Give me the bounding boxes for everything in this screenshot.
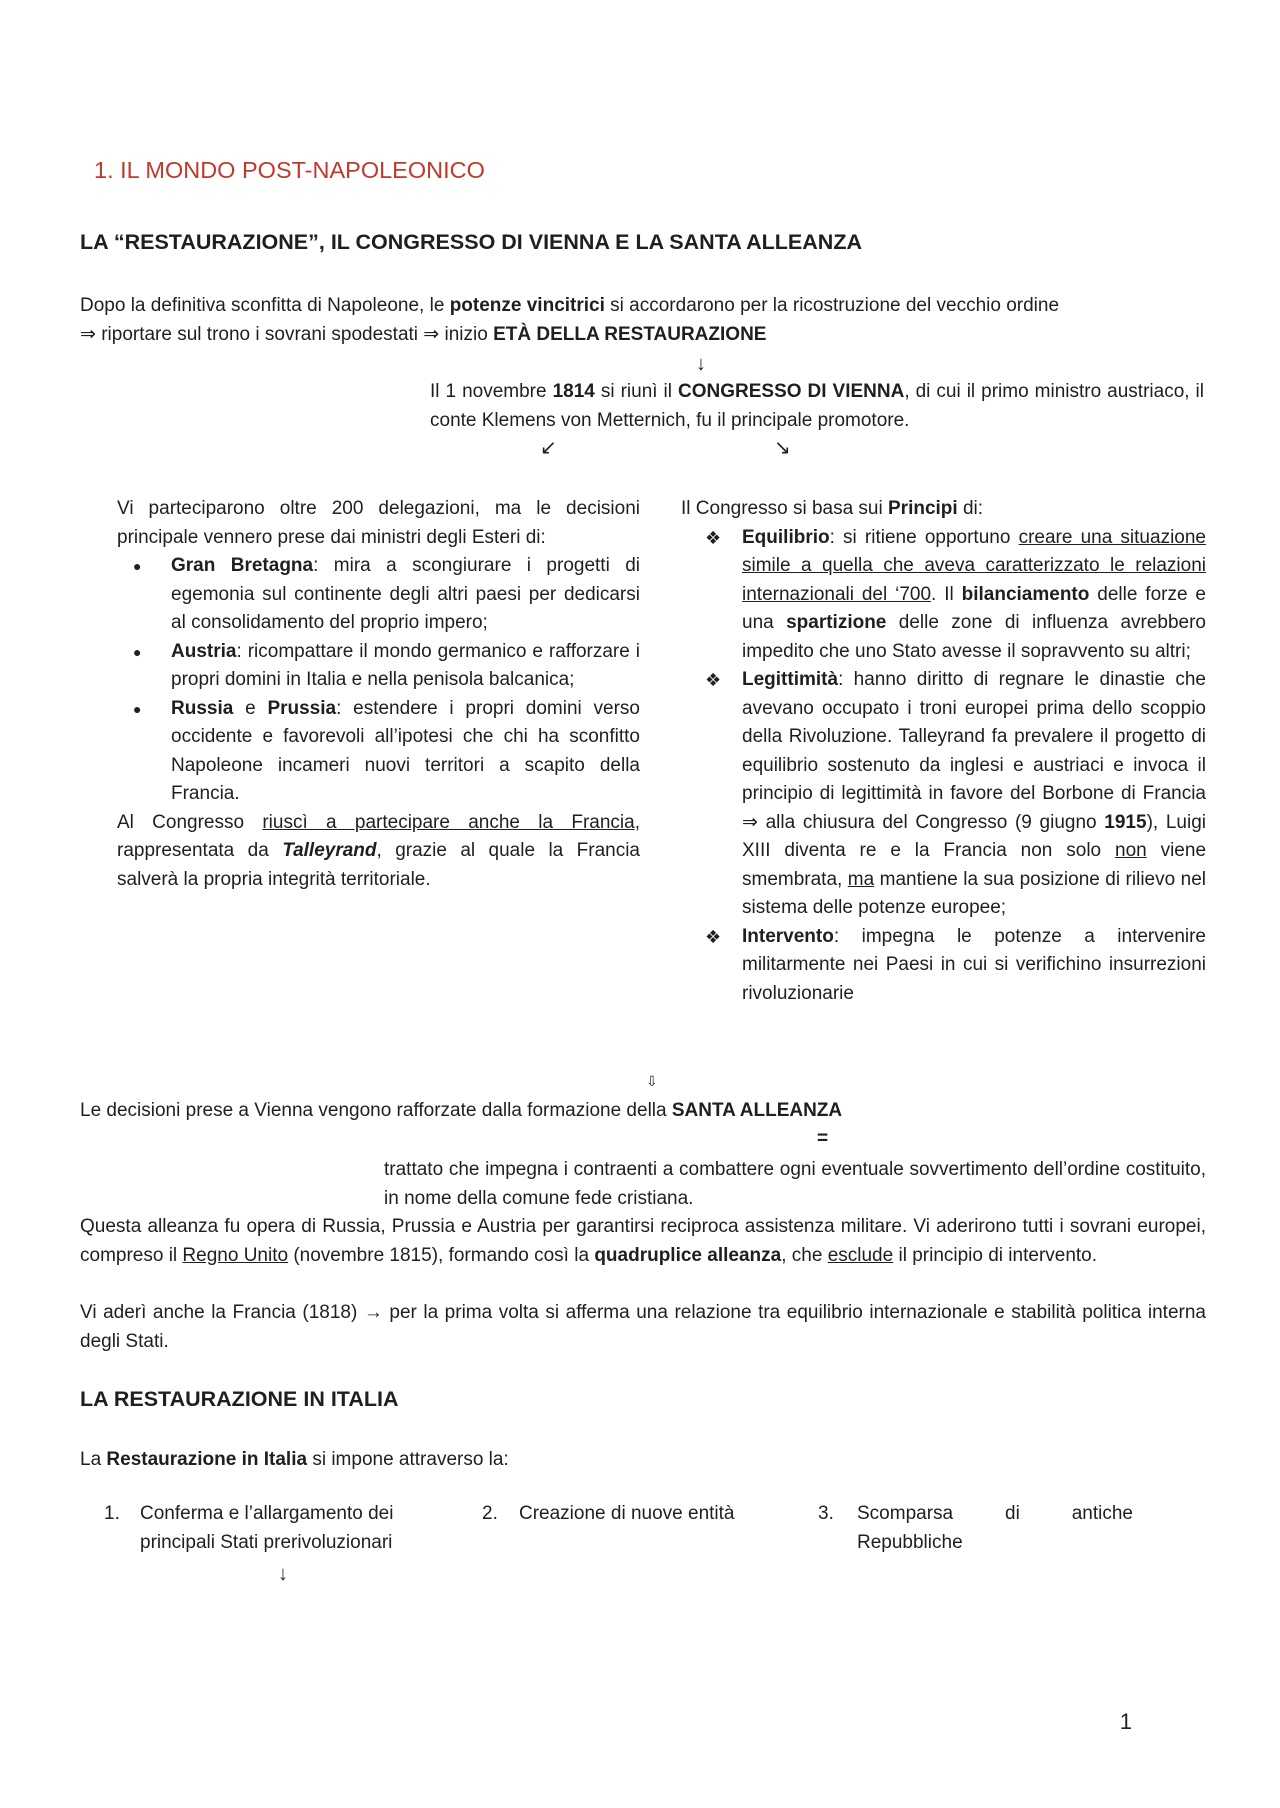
list-item: ❖ Equilibrio: si ritiene opportuno creare una situazione simile a quella che aveva caratterizzato le relazioni internazionali del ‘700. Il bilanciamento delle forze e una spartizione delle zone di influenza avrebbero impedito che uno Stato avesse il sopravvento su altri; [681,524,1206,667]
section-title-italia: LA RESTAURAZIONE IN ITALIA [80,1387,399,1411]
principles-list [681,524,1206,1009]
alliance-paragraph: Questa alleanza fu opera di Russia, Prussia e Austria per garantirsi reciproca assistenza militare. Vi aderirono tutti i sovrani europei, compreso il Regno Unito (novembre 1815), formando così la quadruplice alleanza, che esclude il principio di intervento. [80,1216,1206,1266]
section-title-restaurazione: LA “RESTAURAZIONE”, IL CONGRESSO DI VIENNA E LA SANTA ALLEANZA [80,230,862,254]
equals-sign: = [817,1128,829,1149]
arrow-down-left-icon: ↙ [540,437,557,459]
alliance-sentence: Le decisioni prese a Vienna vengono rafforzate dalla formazione della SANTA ALLEANZA [80,1100,843,1121]
arrow-down-icon: ↓ [278,1563,288,1585]
list-item: ❖ Legittimità: hanno diritto di regnare le dinastie che avevano occupato i troni europei prima dello scoppio della Rivoluzione. Talleyrand fa prevalere il progetto di equilibrio sostenuto da inglesi e austriaci e invoca il principio di legittimità in favore del Borbone di Francia ⇒ alla chiusura del Congresso (9 giugno 1915), Luigi XIII diventa re e la Francia non solo non viene smembrata, ma mantiene la sua posizione di rilievo nel sistema delle potenze europee; [681,666,1206,923]
list-item: ● Gran Bretagna: mira a scongiurare i progetti di egemonia sul continente degli altri paesi per dedicarsi al consolidamento del proprio impero; [117,552,640,638]
congress-paragraph: Il 1 novembre 1814 si riunì il CONGRESSO DI VIENNA, di cui il primo ministro austriaco, il conte Klemens von Metternich, fu il principale promotore. [430,381,1204,431]
arrow-down-right-icon: ↘ [774,437,791,459]
list-item: ● Austria: ricompattare il mondo germanico e rafforzare i propri domini in Italia e nella penisola balcanica; [117,638,640,695]
left-column [117,495,640,894]
diamond-bullet-icon: ❖ [705,670,722,690]
list-item: ❖ Intervento: impegna le potenze a intervenire militarmente nei Paesi in cui si verifichino insurrezioni rivoluzionarie [681,923,1206,1009]
principles-intro: Il Congresso si basa sui Principi di: [681,498,984,519]
diamond-bullet-icon: ❖ [705,527,722,548]
france-adhesion-paragraph: Vi aderì anche la Francia (1818) → per la prima volta si afferma una relazione tra equilibrio internazionale e stabilità politica interna degli Stati. [80,1302,1206,1352]
right-column [681,495,1206,1008]
france-paragraph: Al Congresso riuscì a partecipare anche la Francia, rappresentata da Talleyrand, grazie al quale la Francia salverà la propria integrità territoriale. [117,811,640,890]
intro-paragraph: Dopo la definitiva sconfitta di Napoleone, le potenze vincitrici si accordarono per la ricostruzione del vecchio ordine ⇒ riportare sul trono i sovrani spodestati ⇒ inizio ETÀ DELLA RESTAURAZIONE [80,295,1060,345]
treaty-definition: trattato che impegna i contraenti a combattere ogni eventuale sovvertimento dell’ordine costituito, in nome della comune fede cristiana. [384,1159,1206,1209]
arrow-down-icon: ↓ [696,353,706,375]
diamond-bullet-icon: ❖ [705,926,722,947]
ministers-list [117,552,640,809]
page-number: 1 [1119,1709,1132,1734]
italia-intro: La Restaurazione in Italia si impone attraverso la: [80,1449,509,1470]
list-item: ● Russia e Prussia: estendere i propri domini verso occidente e favorevoli all’ipotesi che chi ha sconfitto Napoleone incameri nuovi territori a scapito della Francia. [117,695,640,809]
delegations-intro: Vi parteciparono oltre 200 delegazioni, ma le decisioni principale vennero prese dai ministri degli Esteri di: [117,498,640,548]
page-heading: 1. IL MONDO POST-NAPOLEONICO [94,157,485,183]
small-arrow-down-icon: ⇩ [646,1073,658,1089]
